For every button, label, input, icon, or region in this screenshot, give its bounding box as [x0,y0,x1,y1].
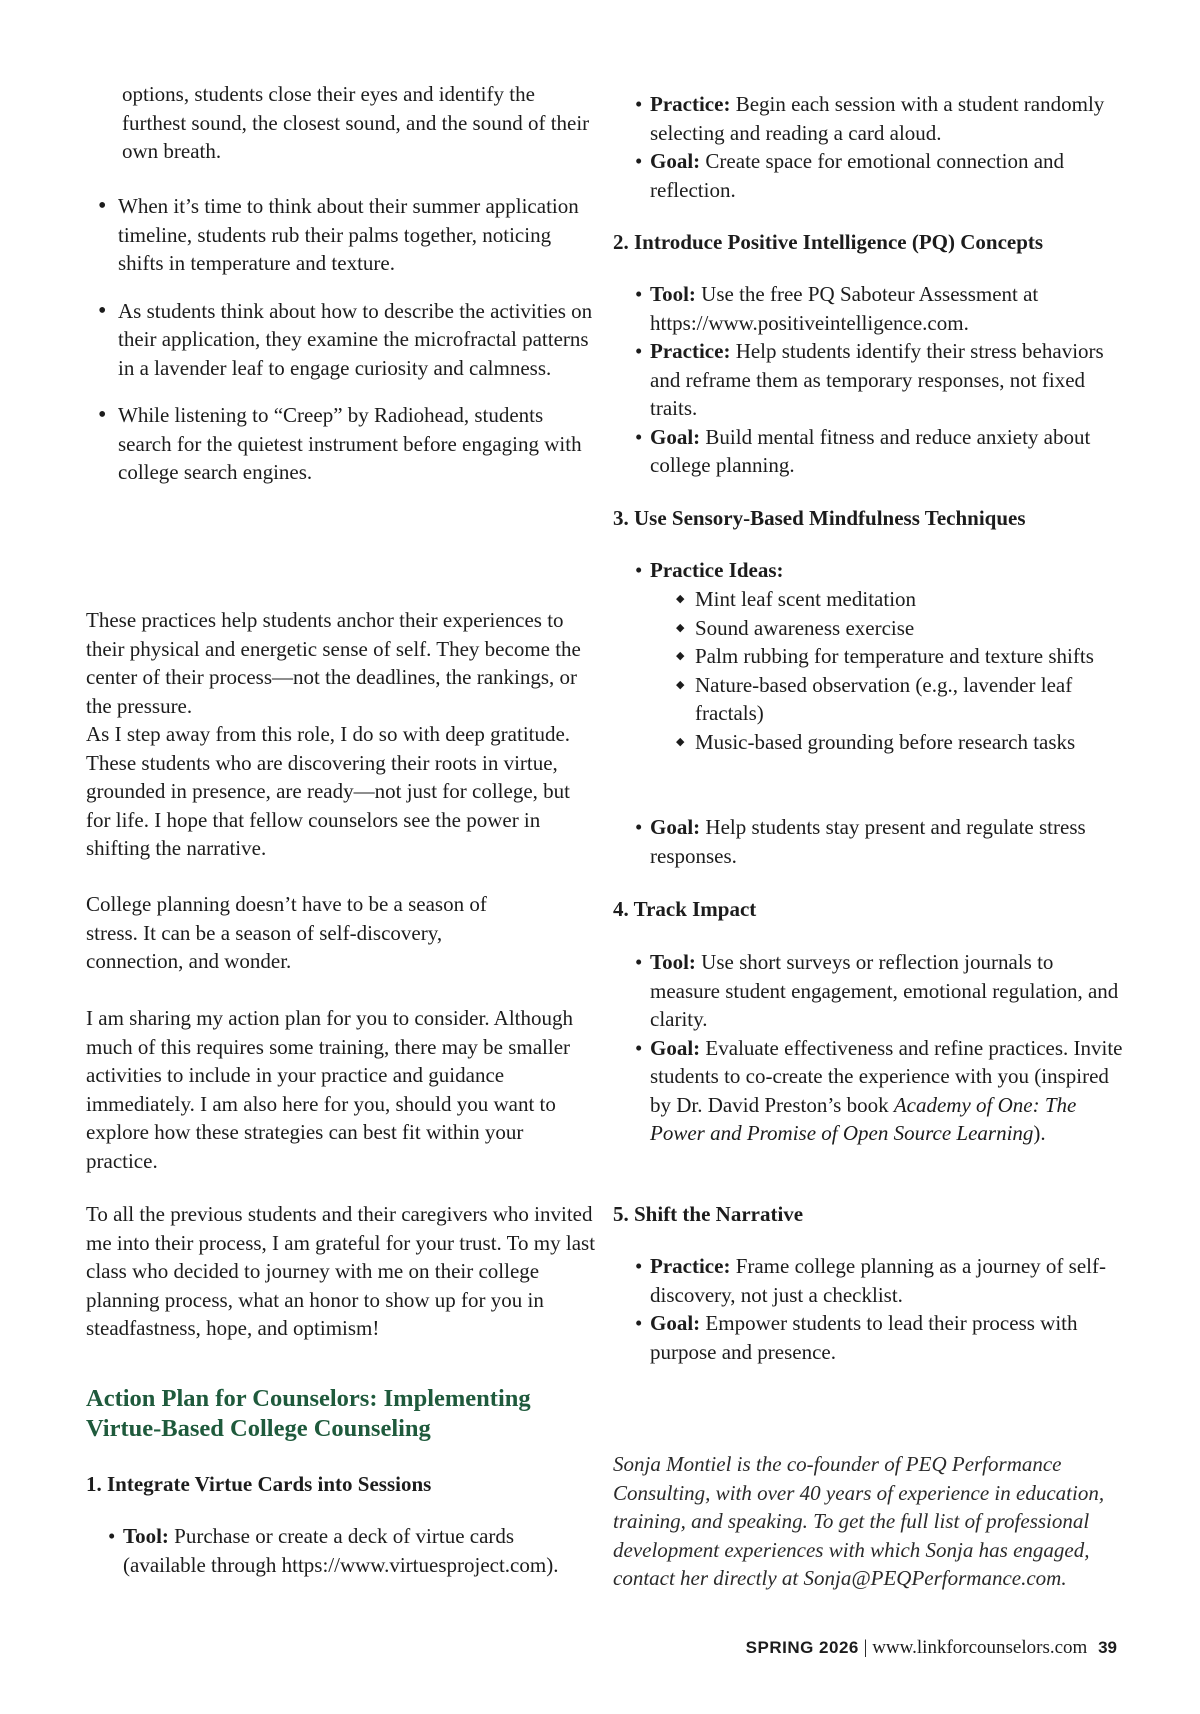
book-title: Academy of One: The Power and Promise of Open Source Learning [650,1092,1077,1145]
list-item [613,1309,1125,1366]
goal-label: Goal: [650,424,701,449]
list-item [613,948,1125,1034]
section-3-list [613,556,1125,585]
section-2-heading: 2. Introduce Positive Intelligence (PQ) Concepts [613,230,1044,254]
goal-label: Goal: [650,1311,701,1335]
list-item [613,556,1125,585]
practice-text: Help students identify their stress behaviors and reframe them as temporary responses, not fixed traits. [650,339,1104,420]
tool-label: Tool: [650,950,696,974]
sensory-examples-list [86,192,596,487]
list-item: • While listening to “Creep” by Radiohead, students search for the quietest instrument before engaging with college search engines. [86,401,596,487]
list-item: • As students think about how to describe the activities on their application, they examine the microfractal patterns in a lavender leaf to engage curiosity and calmness. [86,297,596,383]
practice-label: Practice: [650,339,731,363]
sub-list-item: ◆ Mint leaf scent meditation [613,585,1125,614]
section-5-heading: 5. Shift the Narrative [613,1202,804,1226]
practice-label: Practice: [650,1254,731,1278]
goal-text: Evaluate effectiveness and refine practices. Invite students to co-create the experience with you (inspired by Dr. David Preston’s book [650,1035,1123,1117]
goal-label: Goal: [650,1035,701,1060]
issue-season: SPRING 2026 [745,1638,859,1657]
paragraph-season: College planning doesn’t have to be a season of stress. It can be a season of self-discovery, connection, and wonder. [86,892,487,973]
section-3-goal-list [613,813,1125,870]
tool-text: Use short surveys or reflection journals to measure student engagement, emotional regulation, and clarity. [650,950,1119,1031]
page-number: 39 [1098,1638,1117,1657]
list-item [613,147,1125,204]
goal-text: Help students stay present and regulate stress responses. [650,815,1086,868]
sub-list-item: ◆ Sound awareness exercise [613,614,1125,643]
section-5-list [613,1252,1125,1366]
section-4-heading: 4. Track Impact [613,897,757,921]
list-item [613,423,1125,480]
goal-text: Build mental fitness and reduce anxiety about college planning. [650,424,1091,477]
list-item [613,1252,1125,1309]
practice-text: Begin each session with a student randomly selecting and reading a card aloud. [650,92,1105,145]
paragraph-anchor: These practices help students anchor their experiences to their physical and energetic sense of self. They become the center of their process—not the deadlines, the rankings, or the pressure. [86,608,581,718]
goal-text: Empower students to lead their process with purpose and presence. [650,1311,1078,1364]
paragraph-thanks: To all the previous students and their caregivers who invited me into their process, I am grateful for your trust. To my last class who decided to journey with me on their college planning process, what an honor to show up for you in steadfastness, hope, and optimism! [86,1202,596,1340]
page-footer [746,1636,1117,1660]
list-item [613,1034,1125,1148]
author-bio: Sonja Montiel is the co-founder of PEQ Performance Consulting, with over 40 years of experience in education, training, and speaking. To get the full list of professional development experiences with which Sonja has engaged, contact her directly at Sonja@PEQPerformance.com. [613,1452,1105,1590]
section-4-list [613,948,1125,1148]
continued-text: options, students close their eyes and identify the furthest sound, the closest sound, and the sound of their own breath. [122,82,590,163]
tool-label: Tool: [123,1524,169,1548]
tool-label: Tool: [650,282,696,306]
section-3-heading: 3. Use Sensory-Based Mindfulness Techniques [613,506,1026,530]
goal-text: Create space for emotional connection and reflection. [650,149,1065,202]
tool-text: Use the free PQ Saboteur Assessment at https://www.positiveintelligence.com. [650,282,1039,335]
sub-list-item: ◆ Music-based grounding before research tasks [613,728,1125,757]
practice-ideas-label: Practice Ideas: [650,558,784,582]
practice-ideas-sublist [613,585,1125,756]
goal-text-close: ). [1033,1121,1046,1145]
section-2-list [613,280,1125,480]
list-item: • When it’s time to think about their summer application timeline, students rub their palms together, noticing shifts in temperature and texture. [86,192,596,278]
paragraph-gratitude: As I step away from this role, I do so with deep gratitude. These students who are discovering their roots in virtue, grounded in presence, are ready—not just for college, but for life. I hope that fellow counselors see the power in shifting the narrative. [86,722,571,860]
footer-url[interactable]: www.linkforcounselors.com [872,1637,1088,1658]
action-plan-heading: Action Plan for Counselors: Implementing Virtue-Based College Counseling [86,1385,531,1442]
section-1-heading: 1. Integrate Virtue Cards into Sessions [86,1472,432,1496]
section-1-continued-list [613,90,1125,204]
sub-list-item: ◆ Nature-based observation (e.g., lavender leaf fractals) [613,671,1125,728]
list-item [613,813,1125,870]
section-1-tool-list [86,1522,596,1579]
goal-label: Goal: [650,149,701,173]
footer-separator: | [863,1637,868,1658]
paragraph-sharing: I am sharing my action plan for you to consider. Although much of this requires some training, there may be smaller activities to include in your practice and guidance immediately. I am also here for you, should you want to explore how these strategies can best fit within your practice. [86,1006,573,1173]
list-item [613,280,1125,337]
goal-label: Goal: [650,815,701,839]
tool-text: Purchase or create a deck of virtue cards (available through https://www.virtuesproject.com). [123,1524,559,1577]
practice-text: Frame college planning as a journey of self-discovery, not just a checklist. [650,1254,1106,1307]
list-item [86,1522,596,1579]
practice-label: Practice: [650,92,731,116]
list-item [613,90,1125,147]
list-item [613,337,1125,423]
sub-list-item: ◆ Palm rubbing for temperature and texture shifts [613,642,1125,671]
